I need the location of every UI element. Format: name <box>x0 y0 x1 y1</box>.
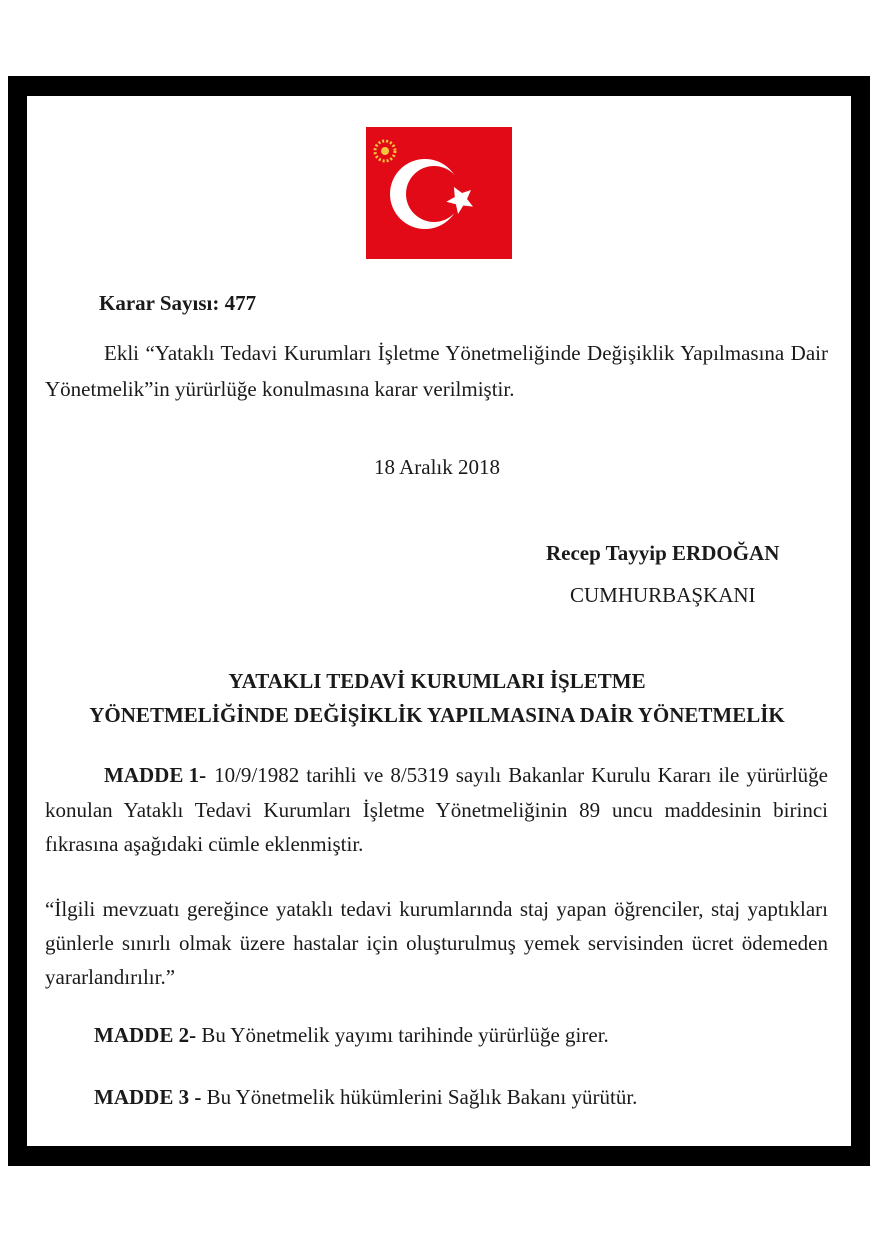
article2-text: Bu Yönetmelik yayımı tarihinde yürürlüğe girer. <box>201 1023 609 1047</box>
article2 <box>94 1020 609 1050</box>
article1-label: MADDE 1- <box>104 763 207 787</box>
article3-text: Bu Yönetmelik hükümlerini Sağlık Bakanı yürütür. <box>206 1085 638 1109</box>
presidential-seal-icon <box>375 141 395 161</box>
article1-text-line3: fıkrasına aşağıdaki cümle eklenmiştir. <box>45 832 364 856</box>
quote-line3: yararlandırılır.” <box>45 965 176 989</box>
turkish-flag-icon <box>366 127 512 259</box>
article1-text-line2: konulan Yataklı Tedavi Kurumları İşletme Yönetmeliğinin 89 uncu maddesinin birinci <box>45 798 828 822</box>
article3-label: MADDE 3 - <box>94 1085 202 1109</box>
quote-line2: günlerle sınırlı olmak üzere hastalar için oluşturulmuş yemek servisinden ücret ödemeden <box>45 931 828 955</box>
crescent-icon <box>390 159 462 229</box>
quote-line1: “İlgili mevzuatı gereğince yataklı tedavi kurumlarında staj yapan öğrenciler, staj yaptıkları <box>45 897 828 921</box>
decision-text-line2: Yönetmelik”in yürürlüğe konulmasına karar verilmiştir. <box>45 377 515 401</box>
signatory-name: Recep Tayyip ERDOĞAN <box>546 541 780 565</box>
decision-number: Karar Sayısı: 477 <box>99 291 257 315</box>
decision-text-line1: Ekli “Yataklı Tedavi Kurumları İşletme Yönetmeliğinde Değişiklik Yapılmasına Dair <box>104 341 828 365</box>
signatory-title: CUMHURBAŞKANI <box>570 583 756 607</box>
article1-text-line1: 10/9/1982 tarihli ve 8/5319 sayılı Bakanlar Kurulu Kararı ile yürürlüğe <box>214 763 828 787</box>
article1-line1 <box>104 760 828 790</box>
regulation-title-line2: YÖNETMELİĞİNDE DEĞİŞİKLİK YAPILMASINA DAİR YÖNETMELİK <box>89 703 785 727</box>
regulation-title-line1: YATAKLI TEDAVİ KURUMLARI İŞLETME <box>228 669 646 693</box>
decision-date: 18 Aralık 2018 <box>374 455 500 479</box>
article3 <box>94 1082 637 1112</box>
article2-label: MADDE 2- <box>94 1023 197 1047</box>
